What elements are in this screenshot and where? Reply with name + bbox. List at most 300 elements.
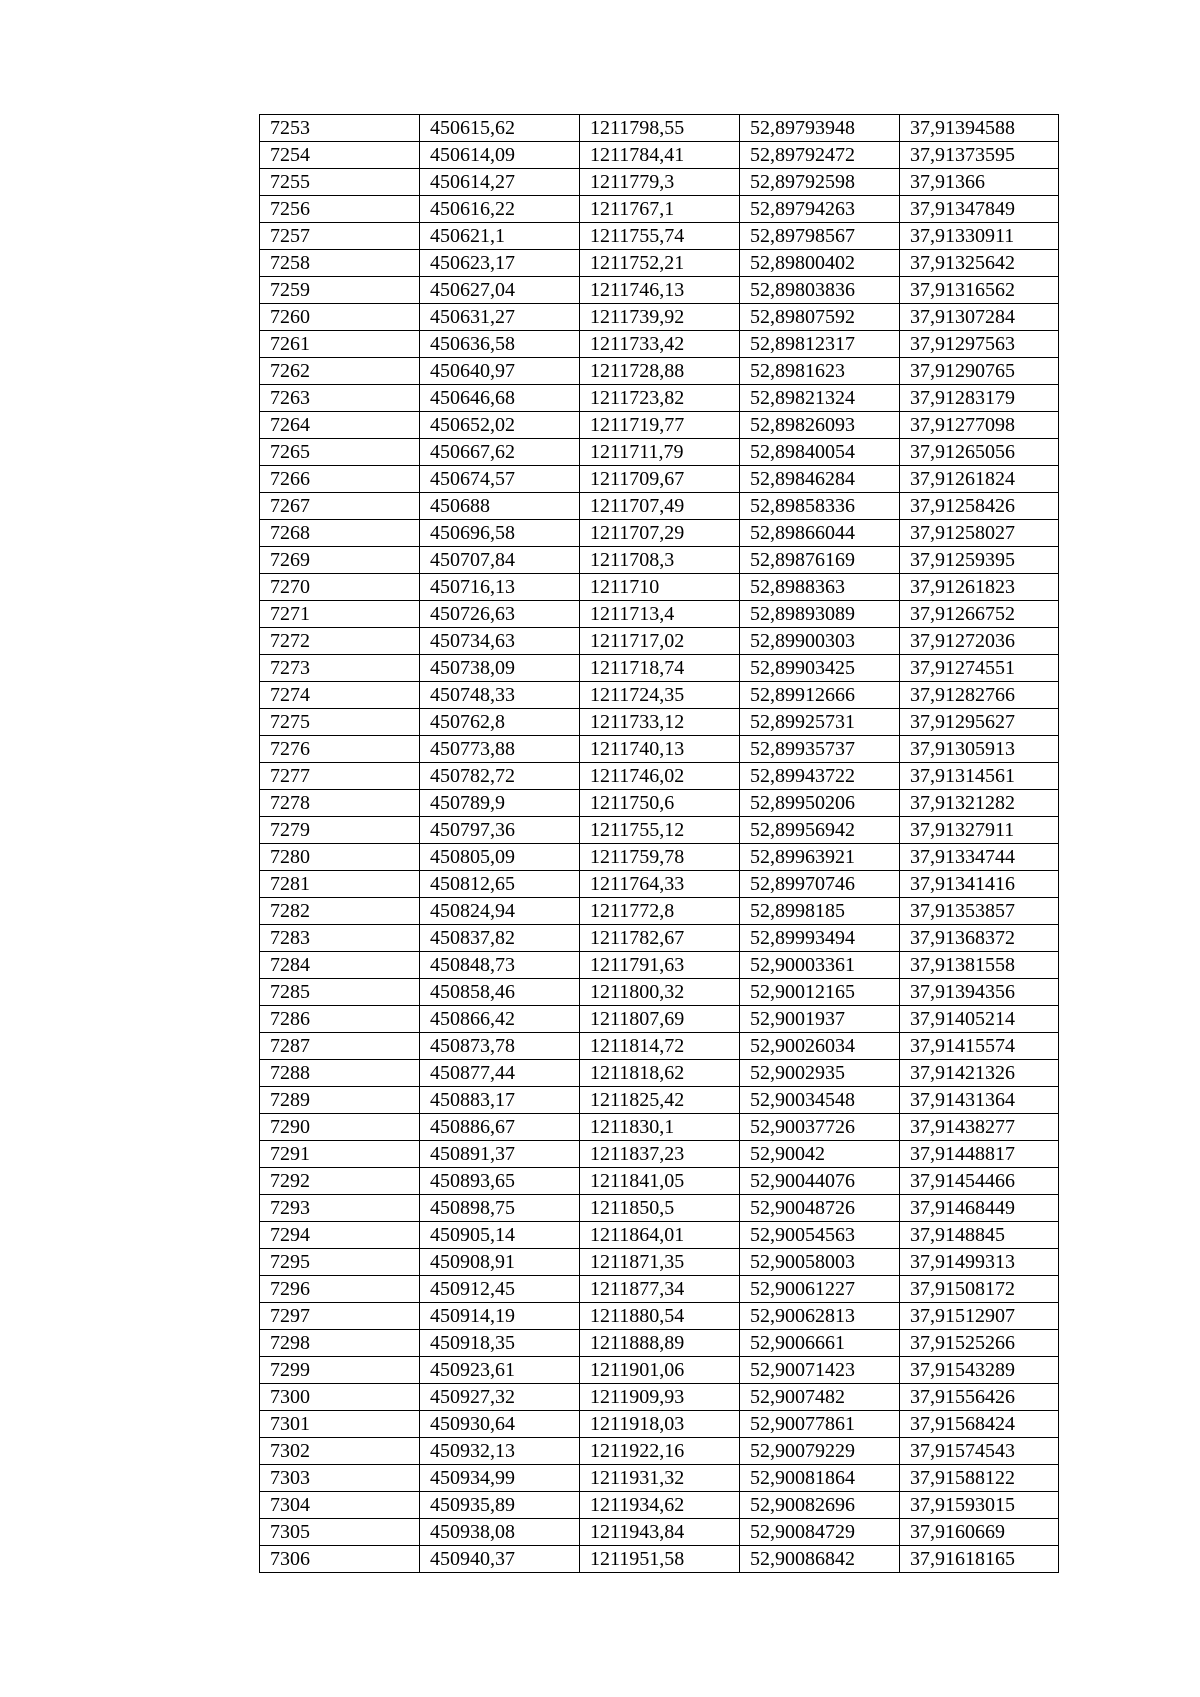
- longitude-cell: 37,91421326: [900, 1060, 1059, 1087]
- x-coordinate-cell: 450886,67: [420, 1114, 580, 1141]
- table-row: [260, 736, 1059, 763]
- x-coordinate-cell: 450627,04: [420, 277, 580, 304]
- latitude-cell: 52,9007482: [740, 1384, 900, 1411]
- latitude-cell: 52,89925731: [740, 709, 900, 736]
- table-row: [260, 1519, 1059, 1546]
- y-coordinate-cell: 1211755,74: [580, 223, 740, 250]
- longitude-cell: 37,91468449: [900, 1195, 1059, 1222]
- x-coordinate-cell: 450716,13: [420, 574, 580, 601]
- longitude-cell: 37,91259395: [900, 547, 1059, 574]
- y-coordinate-cell: 1211864,01: [580, 1222, 740, 1249]
- y-coordinate-cell: 1211779,3: [580, 169, 740, 196]
- point-number-cell: 7286: [260, 1006, 420, 1033]
- y-coordinate-cell: 1211709,67: [580, 466, 740, 493]
- y-coordinate-cell: 1211850,5: [580, 1195, 740, 1222]
- longitude-cell: 37,91266752: [900, 601, 1059, 628]
- latitude-cell: 52,89950206: [740, 790, 900, 817]
- longitude-cell: 37,91405214: [900, 1006, 1059, 1033]
- x-coordinate-cell: 450908,91: [420, 1249, 580, 1276]
- table-row: [260, 1411, 1059, 1438]
- latitude-cell: 52,8981623: [740, 358, 900, 385]
- point-number-cell: 7283: [260, 925, 420, 952]
- x-coordinate-cell: 450797,36: [420, 817, 580, 844]
- table-row: [260, 1195, 1059, 1222]
- x-coordinate-cell: 450837,82: [420, 925, 580, 952]
- x-coordinate-cell: 450762,8: [420, 709, 580, 736]
- latitude-cell: 52,90077861: [740, 1411, 900, 1438]
- latitude-cell: 52,89900303: [740, 628, 900, 655]
- y-coordinate-cell: 1211728,88: [580, 358, 740, 385]
- x-coordinate-cell: 450631,27: [420, 304, 580, 331]
- y-coordinate-cell: 1211707,29: [580, 520, 740, 547]
- latitude-cell: 52,90079229: [740, 1438, 900, 1465]
- table-row: [260, 1546, 1059, 1573]
- x-coordinate-cell: 450866,42: [420, 1006, 580, 1033]
- y-coordinate-cell: 1211713,4: [580, 601, 740, 628]
- longitude-cell: 37,91366: [900, 169, 1059, 196]
- latitude-cell: 52,90034548: [740, 1087, 900, 1114]
- latitude-cell: 52,89812317: [740, 331, 900, 358]
- longitude-cell: 37,91341416: [900, 871, 1059, 898]
- table-row: [260, 628, 1059, 655]
- table-row: [260, 1060, 1059, 1087]
- longitude-cell: 37,91415574: [900, 1033, 1059, 1060]
- x-coordinate-cell: 450934,99: [420, 1465, 580, 1492]
- y-coordinate-cell: 1211830,1: [580, 1114, 740, 1141]
- x-coordinate-cell: 450621,1: [420, 223, 580, 250]
- latitude-cell: 52,89800402: [740, 250, 900, 277]
- point-number-cell: 7301: [260, 1411, 420, 1438]
- x-coordinate-cell: 450674,57: [420, 466, 580, 493]
- latitude-cell: 52,89912666: [740, 682, 900, 709]
- table-row: [260, 1384, 1059, 1411]
- longitude-cell: 37,91593015: [900, 1492, 1059, 1519]
- latitude-cell: 52,90003361: [740, 952, 900, 979]
- x-coordinate-cell: 450614,27: [420, 169, 580, 196]
- y-coordinate-cell: 1211767,1: [580, 196, 740, 223]
- point-number-cell: 7254: [260, 142, 420, 169]
- point-number-cell: 7305: [260, 1519, 420, 1546]
- latitude-cell: 52,89798567: [740, 223, 900, 250]
- x-coordinate-cell: 450773,88: [420, 736, 580, 763]
- y-coordinate-cell: 1211755,12: [580, 817, 740, 844]
- longitude-cell: 37,91261824: [900, 466, 1059, 493]
- table-row: [260, 601, 1059, 628]
- table-row: [260, 925, 1059, 952]
- latitude-cell: 52,8998185: [740, 898, 900, 925]
- x-coordinate-cell: 450923,61: [420, 1357, 580, 1384]
- longitude-cell: 37,91305913: [900, 736, 1059, 763]
- latitude-cell: 52,90058003: [740, 1249, 900, 1276]
- point-number-cell: 7290: [260, 1114, 420, 1141]
- table-row: [260, 763, 1059, 790]
- table-row: [260, 493, 1059, 520]
- longitude-cell: 37,91508172: [900, 1276, 1059, 1303]
- point-number-cell: 7299: [260, 1357, 420, 1384]
- table-row: [260, 1087, 1059, 1114]
- x-coordinate-cell: 450688: [420, 493, 580, 520]
- x-coordinate-cell: 450614,09: [420, 142, 580, 169]
- x-coordinate-cell: 450696,58: [420, 520, 580, 547]
- table-row: [260, 547, 1059, 574]
- x-coordinate-cell: 450789,9: [420, 790, 580, 817]
- longitude-cell: 37,91297563: [900, 331, 1059, 358]
- x-coordinate-cell: 450930,64: [420, 1411, 580, 1438]
- table-row: [260, 1330, 1059, 1357]
- longitude-cell: 37,91347849: [900, 196, 1059, 223]
- table-row: [260, 1033, 1059, 1060]
- table-row: [260, 979, 1059, 1006]
- latitude-cell: 52,90026034: [740, 1033, 900, 1060]
- table-row: [260, 790, 1059, 817]
- point-number-cell: 7270: [260, 574, 420, 601]
- x-coordinate-cell: 450652,02: [420, 412, 580, 439]
- y-coordinate-cell: 1211877,34: [580, 1276, 740, 1303]
- y-coordinate-cell: 1211746,13: [580, 277, 740, 304]
- y-coordinate-cell: 1211746,02: [580, 763, 740, 790]
- x-coordinate-cell: 450927,32: [420, 1384, 580, 1411]
- table-row: [260, 1114, 1059, 1141]
- longitude-cell: 37,91618165: [900, 1546, 1059, 1573]
- table-row: [260, 223, 1059, 250]
- point-number-cell: 7264: [260, 412, 420, 439]
- longitude-cell: 37,91316562: [900, 277, 1059, 304]
- longitude-cell: 37,91330911: [900, 223, 1059, 250]
- table-row: [260, 358, 1059, 385]
- point-number-cell: 7276: [260, 736, 420, 763]
- point-number-cell: 7281: [260, 871, 420, 898]
- coordinates-table: [259, 114, 1059, 1573]
- latitude-cell: 52,90054563: [740, 1222, 900, 1249]
- x-coordinate-cell: 450667,62: [420, 439, 580, 466]
- point-number-cell: 7271: [260, 601, 420, 628]
- table-row: [260, 1438, 1059, 1465]
- y-coordinate-cell: 1211814,72: [580, 1033, 740, 1060]
- point-number-cell: 7288: [260, 1060, 420, 1087]
- latitude-cell: 52,90082696: [740, 1492, 900, 1519]
- y-coordinate-cell: 1211718,74: [580, 655, 740, 682]
- y-coordinate-cell: 1211772,8: [580, 898, 740, 925]
- point-number-cell: 7266: [260, 466, 420, 493]
- point-number-cell: 7294: [260, 1222, 420, 1249]
- longitude-cell: 37,91295627: [900, 709, 1059, 736]
- y-coordinate-cell: 1211782,67: [580, 925, 740, 952]
- x-coordinate-cell: 450858,46: [420, 979, 580, 1006]
- x-coordinate-cell: 450935,89: [420, 1492, 580, 1519]
- longitude-cell: 37,91265056: [900, 439, 1059, 466]
- point-number-cell: 7268: [260, 520, 420, 547]
- y-coordinate-cell: 1211837,23: [580, 1141, 740, 1168]
- y-coordinate-cell: 1211764,33: [580, 871, 740, 898]
- latitude-cell: 52,90048726: [740, 1195, 900, 1222]
- x-coordinate-cell: 450883,17: [420, 1087, 580, 1114]
- latitude-cell: 52,89846284: [740, 466, 900, 493]
- point-number-cell: 7262: [260, 358, 420, 385]
- table-row: [260, 412, 1059, 439]
- x-coordinate-cell: 450734,63: [420, 628, 580, 655]
- longitude-cell: 37,91588122: [900, 1465, 1059, 1492]
- latitude-cell: 52,90061227: [740, 1276, 900, 1303]
- point-number-cell: 7303: [260, 1465, 420, 1492]
- latitude-cell: 52,89794263: [740, 196, 900, 223]
- point-number-cell: 7280: [260, 844, 420, 871]
- x-coordinate-cell: 450748,33: [420, 682, 580, 709]
- point-number-cell: 7293: [260, 1195, 420, 1222]
- x-coordinate-cell: 450914,19: [420, 1303, 580, 1330]
- point-number-cell: 7275: [260, 709, 420, 736]
- table-row: [260, 250, 1059, 277]
- y-coordinate-cell: 1211723,82: [580, 385, 740, 412]
- x-coordinate-cell: 450893,65: [420, 1168, 580, 1195]
- latitude-cell: 52,9002935: [740, 1060, 900, 1087]
- y-coordinate-cell: 1211825,42: [580, 1087, 740, 1114]
- y-coordinate-cell: 1211719,77: [580, 412, 740, 439]
- y-coordinate-cell: 1211759,78: [580, 844, 740, 871]
- latitude-cell: 52,90044076: [740, 1168, 900, 1195]
- point-number-cell: 7260: [260, 304, 420, 331]
- table-row: [260, 1492, 1059, 1519]
- point-number-cell: 7306: [260, 1546, 420, 1573]
- longitude-cell: 37,91394356: [900, 979, 1059, 1006]
- y-coordinate-cell: 1211724,35: [580, 682, 740, 709]
- y-coordinate-cell: 1211710: [580, 574, 740, 601]
- table-row: [260, 871, 1059, 898]
- point-number-cell: 7263: [260, 385, 420, 412]
- y-coordinate-cell: 1211733,42: [580, 331, 740, 358]
- longitude-cell: 37,91282766: [900, 682, 1059, 709]
- y-coordinate-cell: 1211909,93: [580, 1384, 740, 1411]
- longitude-cell: 37,9160669: [900, 1519, 1059, 1546]
- table-row: [260, 439, 1059, 466]
- point-number-cell: 7279: [260, 817, 420, 844]
- y-coordinate-cell: 1211901,06: [580, 1357, 740, 1384]
- latitude-cell: 52,89993494: [740, 925, 900, 952]
- point-number-cell: 7272: [260, 628, 420, 655]
- longitude-cell: 37,91512907: [900, 1303, 1059, 1330]
- x-coordinate-cell: 450707,84: [420, 547, 580, 574]
- longitude-cell: 37,91556426: [900, 1384, 1059, 1411]
- x-coordinate-cell: 450636,58: [420, 331, 580, 358]
- table-row: [260, 952, 1059, 979]
- point-number-cell: 7298: [260, 1330, 420, 1357]
- table-row: [260, 898, 1059, 925]
- x-coordinate-cell: 450646,68: [420, 385, 580, 412]
- y-coordinate-cell: 1211841,05: [580, 1168, 740, 1195]
- table-row: [260, 277, 1059, 304]
- x-coordinate-cell: 450918,35: [420, 1330, 580, 1357]
- point-number-cell: 7278: [260, 790, 420, 817]
- latitude-cell: 52,89956942: [740, 817, 900, 844]
- longitude-cell: 37,91525266: [900, 1330, 1059, 1357]
- point-number-cell: 7273: [260, 655, 420, 682]
- y-coordinate-cell: 1211918,03: [580, 1411, 740, 1438]
- table-row: [260, 574, 1059, 601]
- longitude-cell: 37,91258426: [900, 493, 1059, 520]
- longitude-cell: 37,91438277: [900, 1114, 1059, 1141]
- longitude-cell: 37,91543289: [900, 1357, 1059, 1384]
- latitude-cell: 52,89803836: [740, 277, 900, 304]
- longitude-cell: 37,91327911: [900, 817, 1059, 844]
- longitude-cell: 37,91574543: [900, 1438, 1059, 1465]
- latitude-cell: 52,90084729: [740, 1519, 900, 1546]
- y-coordinate-cell: 1211931,32: [580, 1465, 740, 1492]
- y-coordinate-cell: 1211922,16: [580, 1438, 740, 1465]
- table-row: [260, 1249, 1059, 1276]
- table-row: [260, 1303, 1059, 1330]
- latitude-cell: 52,90086842: [740, 1546, 900, 1573]
- latitude-cell: 52,89858336: [740, 493, 900, 520]
- coordinates-table-body: [260, 115, 1059, 1573]
- table-row: [260, 385, 1059, 412]
- longitude-cell: 37,91448817: [900, 1141, 1059, 1168]
- latitude-cell: 52,89935737: [740, 736, 900, 763]
- x-coordinate-cell: 450782,72: [420, 763, 580, 790]
- longitude-cell: 37,91431364: [900, 1087, 1059, 1114]
- point-number-cell: 7287: [260, 1033, 420, 1060]
- longitude-cell: 37,91307284: [900, 304, 1059, 331]
- x-coordinate-cell: 450940,37: [420, 1546, 580, 1573]
- point-number-cell: 7259: [260, 277, 420, 304]
- x-coordinate-cell: 450623,17: [420, 250, 580, 277]
- point-number-cell: 7255: [260, 169, 420, 196]
- x-coordinate-cell: 450898,75: [420, 1195, 580, 1222]
- y-coordinate-cell: 1211784,41: [580, 142, 740, 169]
- x-coordinate-cell: 450824,94: [420, 898, 580, 925]
- table-row: [260, 709, 1059, 736]
- table-row: [260, 1222, 1059, 1249]
- point-number-cell: 7302: [260, 1438, 420, 1465]
- latitude-cell: 52,90012165: [740, 979, 900, 1006]
- x-coordinate-cell: 450873,78: [420, 1033, 580, 1060]
- y-coordinate-cell: 1211934,62: [580, 1492, 740, 1519]
- point-number-cell: 7297: [260, 1303, 420, 1330]
- y-coordinate-cell: 1211708,3: [580, 547, 740, 574]
- latitude-cell: 52,90042: [740, 1141, 900, 1168]
- point-number-cell: 7304: [260, 1492, 420, 1519]
- longitude-cell: 37,91283179: [900, 385, 1059, 412]
- point-number-cell: 7300: [260, 1384, 420, 1411]
- y-coordinate-cell: 1211750,6: [580, 790, 740, 817]
- table-row: [260, 304, 1059, 331]
- longitude-cell: 37,91381558: [900, 952, 1059, 979]
- table-row: [260, 1141, 1059, 1168]
- latitude-cell: 52,90081864: [740, 1465, 900, 1492]
- y-coordinate-cell: 1211707,49: [580, 493, 740, 520]
- x-coordinate-cell: 450738,09: [420, 655, 580, 682]
- point-number-cell: 7284: [260, 952, 420, 979]
- y-coordinate-cell: 1211739,92: [580, 304, 740, 331]
- point-number-cell: 7253: [260, 115, 420, 142]
- latitude-cell: 52,89866044: [740, 520, 900, 547]
- table-row: [260, 844, 1059, 871]
- latitude-cell: 52,89963921: [740, 844, 900, 871]
- y-coordinate-cell: 1211818,62: [580, 1060, 740, 1087]
- longitude-cell: 37,91314561: [900, 763, 1059, 790]
- longitude-cell: 37,91373595: [900, 142, 1059, 169]
- x-coordinate-cell: 450905,14: [420, 1222, 580, 1249]
- point-number-cell: 7296: [260, 1276, 420, 1303]
- longitude-cell: 37,91325642: [900, 250, 1059, 277]
- latitude-cell: 52,89903425: [740, 655, 900, 682]
- y-coordinate-cell: 1211807,69: [580, 1006, 740, 1033]
- y-coordinate-cell: 1211717,02: [580, 628, 740, 655]
- latitude-cell: 52,89807592: [740, 304, 900, 331]
- point-number-cell: 7292: [260, 1168, 420, 1195]
- table-row: [260, 817, 1059, 844]
- table-row: [260, 1357, 1059, 1384]
- point-number-cell: 7289: [260, 1087, 420, 1114]
- point-number-cell: 7261: [260, 331, 420, 358]
- y-coordinate-cell: 1211951,58: [580, 1546, 740, 1573]
- point-number-cell: 7267: [260, 493, 420, 520]
- longitude-cell: 37,91261823: [900, 574, 1059, 601]
- x-coordinate-cell: 450891,37: [420, 1141, 580, 1168]
- longitude-cell: 37,91272036: [900, 628, 1059, 655]
- point-number-cell: 7265: [260, 439, 420, 466]
- table-row: [260, 655, 1059, 682]
- point-number-cell: 7257: [260, 223, 420, 250]
- longitude-cell: 37,91274551: [900, 655, 1059, 682]
- longitude-cell: 37,91454466: [900, 1168, 1059, 1195]
- longitude-cell: 37,91368372: [900, 925, 1059, 952]
- y-coordinate-cell: 1211888,89: [580, 1330, 740, 1357]
- table-row: [260, 1465, 1059, 1492]
- x-coordinate-cell: 450877,44: [420, 1060, 580, 1087]
- y-coordinate-cell: 1211798,55: [580, 115, 740, 142]
- latitude-cell: 52,89943722: [740, 763, 900, 790]
- longitude-cell: 37,91353857: [900, 898, 1059, 925]
- longitude-cell: 37,9148845: [900, 1222, 1059, 1249]
- latitude-cell: 52,8988363: [740, 574, 900, 601]
- latitude-cell: 52,89792472: [740, 142, 900, 169]
- longitude-cell: 37,91290765: [900, 358, 1059, 385]
- latitude-cell: 52,90071423: [740, 1357, 900, 1384]
- table-row: [260, 142, 1059, 169]
- latitude-cell: 52,89826093: [740, 412, 900, 439]
- y-coordinate-cell: 1211871,35: [580, 1249, 740, 1276]
- latitude-cell: 52,9001937: [740, 1006, 900, 1033]
- x-coordinate-cell: 450912,45: [420, 1276, 580, 1303]
- point-number-cell: 7285: [260, 979, 420, 1006]
- latitude-cell: 52,89840054: [740, 439, 900, 466]
- table-row: [260, 196, 1059, 223]
- x-coordinate-cell: 450726,63: [420, 601, 580, 628]
- point-number-cell: 7282: [260, 898, 420, 925]
- latitude-cell: 52,89876169: [740, 547, 900, 574]
- latitude-cell: 52,89893089: [740, 601, 900, 628]
- y-coordinate-cell: 1211711,79: [580, 439, 740, 466]
- longitude-cell: 37,91334744: [900, 844, 1059, 871]
- x-coordinate-cell: 450848,73: [420, 952, 580, 979]
- latitude-cell: 52,90037726: [740, 1114, 900, 1141]
- point-number-cell: 7291: [260, 1141, 420, 1168]
- point-number-cell: 7274: [260, 682, 420, 709]
- latitude-cell: 52,89793948: [740, 115, 900, 142]
- table-row: [260, 1168, 1059, 1195]
- table-row: [260, 1276, 1059, 1303]
- y-coordinate-cell: 1211791,63: [580, 952, 740, 979]
- table-row: [260, 466, 1059, 493]
- x-coordinate-cell: 450805,09: [420, 844, 580, 871]
- point-number-cell: 7258: [260, 250, 420, 277]
- longitude-cell: 37,91499313: [900, 1249, 1059, 1276]
- point-number-cell: 7269: [260, 547, 420, 574]
- x-coordinate-cell: 450938,08: [420, 1519, 580, 1546]
- table-row: [260, 169, 1059, 196]
- x-coordinate-cell: 450812,65: [420, 871, 580, 898]
- point-number-cell: 7277: [260, 763, 420, 790]
- y-coordinate-cell: 1211943,84: [580, 1519, 740, 1546]
